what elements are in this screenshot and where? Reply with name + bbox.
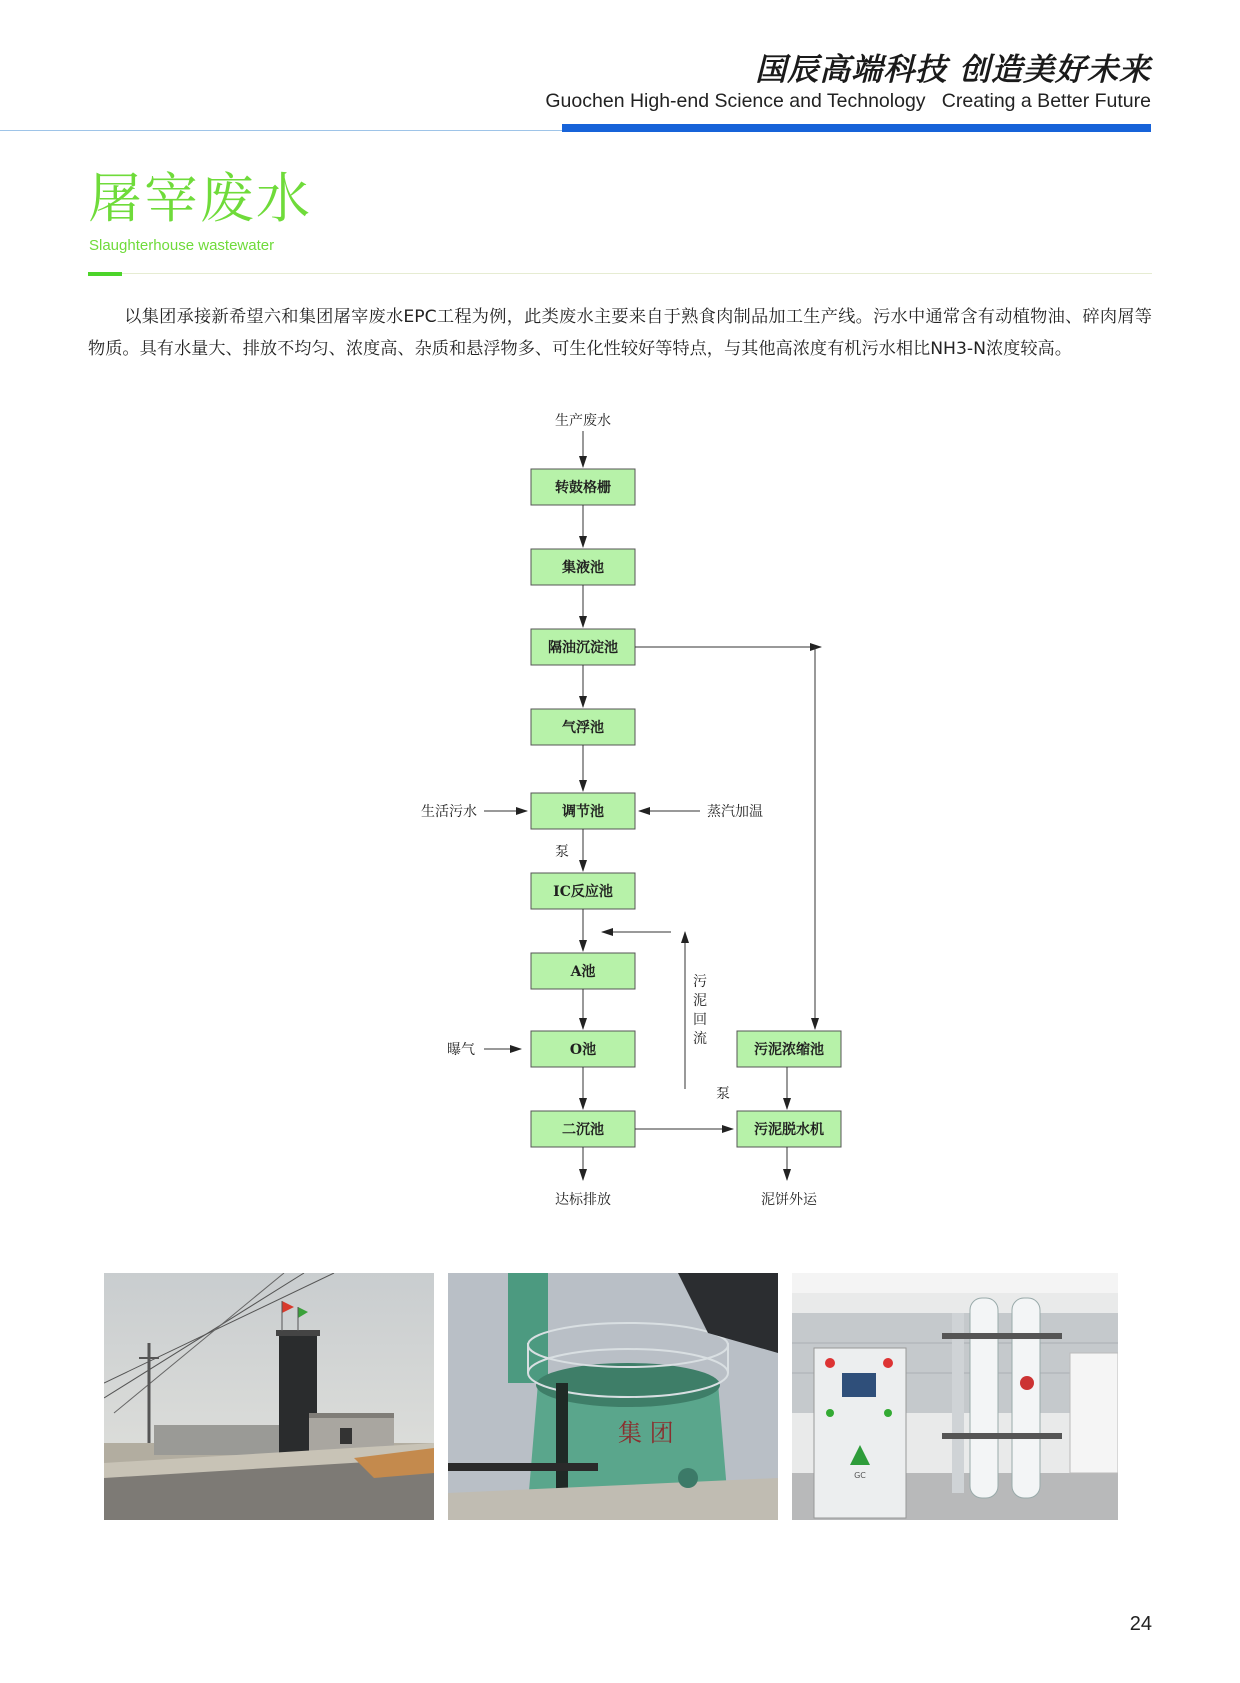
step-sludge-thickener-label: 污泥浓缩池 <box>754 1042 824 1058</box>
pump-label-2: 泵 <box>716 1086 730 1102</box>
input-aeration: 曝气 <box>447 1042 475 1058</box>
step-drum-screen-label: 转鼓格栅 <box>555 480 611 496</box>
header-slogan-cn: 国辰高端科技 创造美好未来 <box>755 52 1151 88</box>
flow-source: 生产废水 <box>555 413 611 429</box>
pump-label-1: 泵 <box>555 844 569 860</box>
output-sludge-cake: 泥饼外运 <box>761 1192 817 1208</box>
step-o-tank-label: O池 <box>569 1042 597 1058</box>
photo3-logo-text: GC <box>854 1471 866 1480</box>
intro-text: 以集团承接新希望六和集团屠宰废水EPC工程为例，此类废水主要来自于熟食肉制品加工生产线。污水中通常含有动植物油、碎肉屑等物质。具有水量大、排放不均匀、浓度高、杂质和悬浮物多、可生化性较好等特点，与其他高浓度有机污水相比NH3-N浓度较高。 <box>88 307 1152 359</box>
step-secondary-clarifier-label: 二沉池 <box>562 1122 604 1138</box>
page-number: 24 <box>1129 1613 1152 1635</box>
step-collection-tank-label: 集液池 <box>562 560 604 576</box>
input-steam-heating: 蒸汽加温 <box>707 804 763 820</box>
section-title: 屠宰废水 <box>88 167 312 230</box>
output-discharge: 达标排放 <box>555 1192 611 1208</box>
photo2-tank-lettering: 集 团 <box>618 1419 674 1447</box>
step-equalization-tank-label: 调节池 <box>562 804 604 820</box>
sludge-return-label <box>693 974 707 1047</box>
header-slogan-en: Guochen High-end Science and Technology Creating a Better Future <box>545 90 1151 112</box>
step-a-tank-label: A池 <box>570 964 596 980</box>
sludge-return-char-1: 污 <box>693 974 707 990</box>
step-ic-reactor-label: IC反应池 <box>553 884 613 900</box>
photo-control-equipment <box>792 1273 1118 1520</box>
sludge-return-char-3: 回 <box>693 1012 707 1028</box>
photo-reactor-tower <box>448 1273 778 1520</box>
sludge-return-char-2: 泥 <box>693 993 707 1009</box>
step-air-flotation-label: 气浮池 <box>562 720 604 736</box>
photo-plant-exterior <box>104 1273 434 1520</box>
input-domestic-sewage: 生活污水 <box>421 804 477 820</box>
step-sludge-dewater-label: 污泥脱水机 <box>754 1122 824 1138</box>
section-subtitle: Slaughterhouse wastewater <box>89 237 275 254</box>
step-grease-sedimentation-label: 隔油沉淀池 <box>548 640 618 656</box>
sludge-return-char-4: 流 <box>693 1031 707 1047</box>
